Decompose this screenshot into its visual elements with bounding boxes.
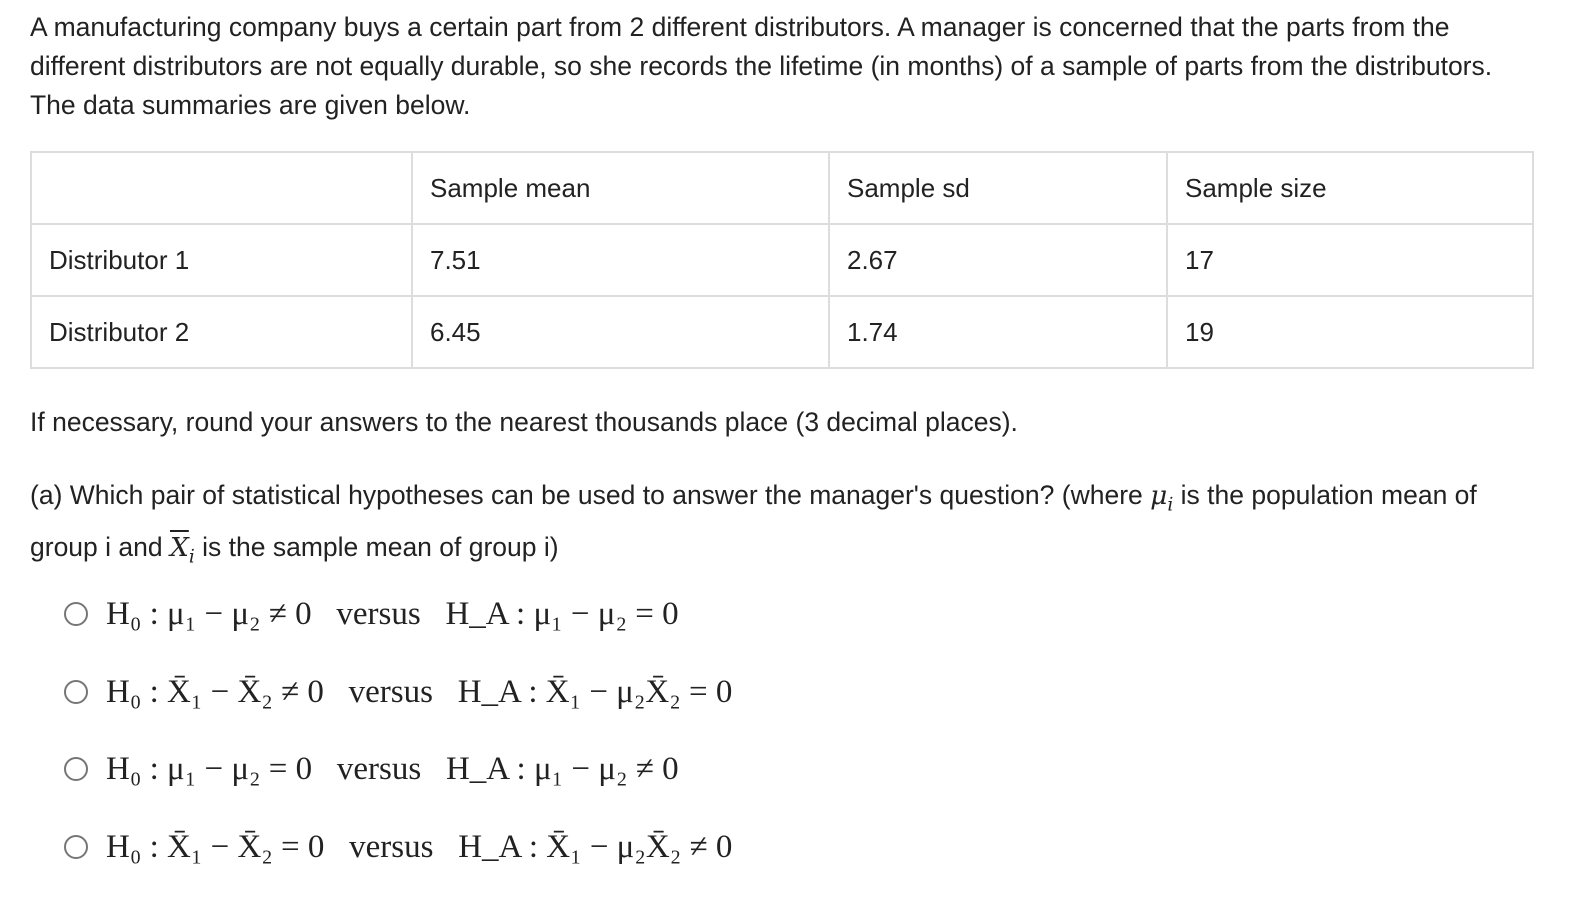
data-summary-table [30,151,1534,369]
cell-size-distributor-2: 19 [1167,296,1533,368]
xbar-i-symbol: $\overline{X}_i$ [169,532,195,568]
cell-mean-distributor-1: 7.51 [412,224,829,296]
option-2[interactable] [64,670,732,748]
option-3[interactable] [64,747,732,825]
table-header-row [31,152,1533,224]
option-1[interactable] [64,592,732,670]
header-cell-blank [31,152,412,224]
row-label-distributor-1: Distributor 1 [31,224,412,296]
table-row [31,224,1533,296]
question-prefix: (a) Which pair of statistical hypotheses can be used to answer the manager's question? (where [30,480,1151,510]
header-cell-sample-sd: Sample sd [829,152,1167,224]
option-3-formula: H₀ : μ₁ − μ₂ = 0 versus H_A : μ₁ − μ₂ ≠ 0 [106,751,679,787]
rounding-note: If necessary, round your answers to the nearest thousands place (3 decimal places). [30,407,1018,437]
cell-mean-distributor-2: 6.45 [412,296,829,368]
cell-size-distributor-1: 17 [1167,224,1533,296]
question-a [30,474,1510,579]
header-cell-sample-mean: Sample mean [412,152,829,224]
option-1-formula: H₀ : μ₁ − μ₂ ≠ 0 versus H_A : μ₁ − μ₂ = 0 [106,596,679,632]
question-middle: is the population mean of group i and [30,480,1477,563]
hypothesis-options [64,592,732,902]
problem-intro: A manufacturing company buys a certain part from 2 different distributors. A manager is concerned that the parts from the different distributors are not equally durable, so she records the lifetime (in months) of a sample of parts from the distributors. The data summaries are given below. [30,12,1493,120]
option-2-radio[interactable] [64,680,88,704]
table-row [31,296,1533,368]
option-4[interactable] [64,825,732,902]
mu-i-symbol: $\mu_i$ [1150,480,1174,516]
header-cell-sample-size: Sample size [1167,152,1533,224]
cell-sd-distributor-1: 2.67 [829,224,1167,296]
row-label-distributor-2: Distributor 2 [31,296,412,368]
option-4-formula: H₀ : X̄₁ − X̄₂ = 0 versus H_A : X̄₁ − μ₂X̄₂ ≠ 0 [106,828,733,865]
question-suffix: is the sample mean of group i) [194,532,559,563]
option-2-formula: H₀ : X̄₁ − X̄₂ ≠ 0 versus H_A : X̄₁ − μ₂X̄₂ = 0 [106,673,733,710]
option-1-radio[interactable] [64,602,88,626]
option-3-radio[interactable] [64,757,88,781]
cell-sd-distributor-2: 1.74 [829,296,1167,368]
option-4-radio[interactable] [64,835,88,859]
